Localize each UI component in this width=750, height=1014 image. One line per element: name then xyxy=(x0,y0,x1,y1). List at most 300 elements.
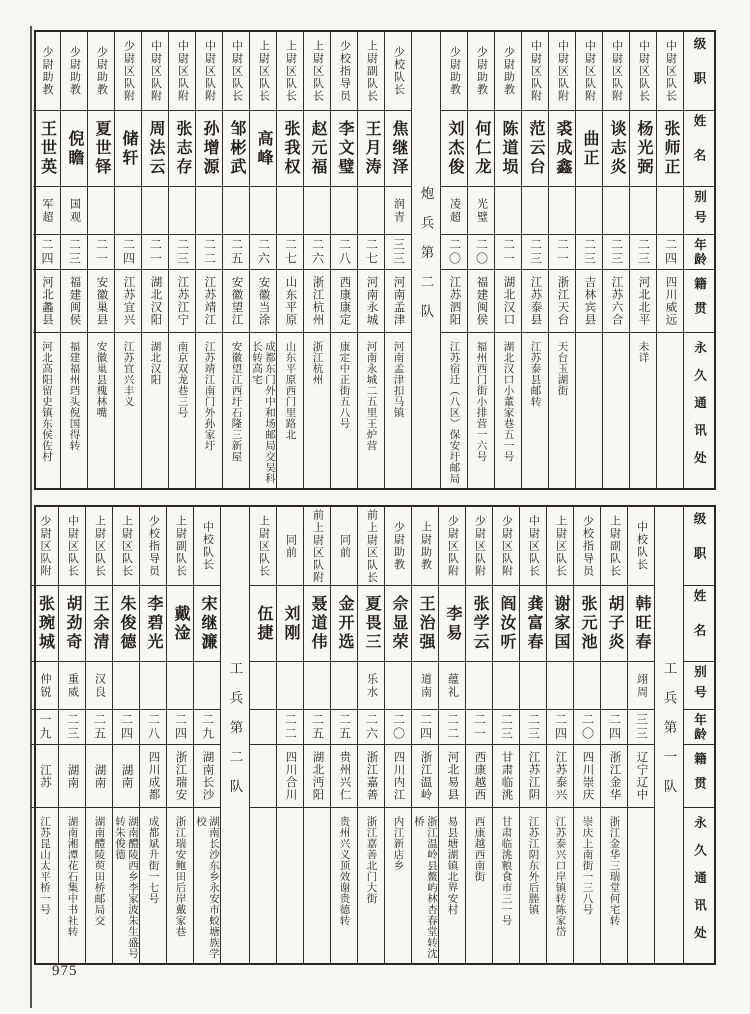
native-cell xyxy=(601,744,627,807)
native-text: 四川内江 xyxy=(392,751,405,801)
age-cell xyxy=(439,709,465,744)
rank-text: 少校指导员 xyxy=(581,514,594,578)
address-text: 崇庆上南街一三八号 xyxy=(581,816,593,915)
header-address-cell xyxy=(684,332,714,488)
rank-text: 少尉助教 xyxy=(41,46,53,96)
header-rank-cell xyxy=(684,32,714,110)
age-cell xyxy=(277,709,303,744)
address-cell xyxy=(628,807,654,963)
age-cell xyxy=(113,709,139,744)
rank-text: 中尉区队长 xyxy=(664,39,677,103)
age-text: 二五 xyxy=(337,713,352,741)
native-cell xyxy=(196,269,222,332)
rank-text: 中校队长 xyxy=(201,521,214,571)
header-alias-cell xyxy=(684,186,714,234)
age-cell xyxy=(412,709,438,744)
address-text: 南京双龙巷三号 xyxy=(176,341,188,418)
rank-cell xyxy=(358,32,384,110)
address-text: 甘肃临洮粮食市三一号 xyxy=(500,816,512,926)
native-cell xyxy=(547,744,573,807)
address-cell xyxy=(520,807,546,963)
age-cell xyxy=(358,709,384,744)
age-text: 二九 xyxy=(200,713,215,741)
rank-cell xyxy=(223,32,249,110)
rank-text: 上尉区队长 xyxy=(554,514,567,578)
rank-text: 中尉区队附 xyxy=(176,39,189,103)
alias-cell xyxy=(547,661,573,709)
person-column xyxy=(411,507,438,963)
age-cell xyxy=(331,709,357,744)
age-cell xyxy=(33,234,60,269)
address-text: 河南永城二五里王炉营 xyxy=(365,341,377,451)
name-text: 朱俊德 xyxy=(118,595,135,652)
age-cell xyxy=(466,709,492,744)
address-cell xyxy=(657,332,683,488)
address-text: 江苏宿迁（八区）保安圩邮局 xyxy=(448,341,460,484)
address-cell xyxy=(331,807,357,963)
native-cell xyxy=(113,744,139,807)
native-text: 江苏六合 xyxy=(610,276,623,326)
person-column xyxy=(58,507,85,963)
rank-text: 少尉助教 xyxy=(475,46,488,96)
age-cell xyxy=(520,709,546,744)
address-cell xyxy=(169,332,195,488)
native-text: 河北北平 xyxy=(637,276,650,326)
person-column xyxy=(519,507,546,963)
age-text: 二一 xyxy=(472,713,487,741)
address-text: 安徽巢县槐林嘴 xyxy=(95,341,107,418)
native-text: 福建闽侯 xyxy=(475,276,488,326)
native-cell xyxy=(194,744,220,807)
person-column xyxy=(575,32,602,488)
age-text: 二五 xyxy=(92,713,107,741)
native-text: 湖北沔阳 xyxy=(311,751,324,801)
age-text: 二七 xyxy=(283,238,298,266)
name-text: 裘成鑫 xyxy=(554,120,571,177)
name-text: 范云台 xyxy=(527,120,544,177)
person-column xyxy=(33,32,60,488)
native-cell xyxy=(88,269,114,332)
alias-cell xyxy=(520,661,546,709)
alias-cell xyxy=(31,661,58,709)
rank-text: 前上尉区队长 xyxy=(365,508,378,584)
native-text: 浙江天台 xyxy=(556,276,569,326)
age-text: 二一 xyxy=(501,238,516,266)
name-cell xyxy=(358,110,384,186)
rank-text: 中尉区队长 xyxy=(637,39,650,103)
header-address-text: 永久通讯处 xyxy=(692,816,707,954)
name-cell xyxy=(385,585,411,661)
native-text: 浙江嘉善 xyxy=(365,751,378,801)
native-text: 湖南长沙 xyxy=(201,751,214,801)
person-column xyxy=(384,32,411,488)
address-cell xyxy=(493,807,519,963)
rank-cell xyxy=(385,32,411,110)
alias-cell xyxy=(628,661,654,709)
address-cell xyxy=(31,807,58,963)
native-cell xyxy=(628,744,654,807)
name-cell xyxy=(549,110,575,186)
native-text: 湖南 xyxy=(93,763,106,789)
address-text: 浙江金华三瑞堂何宅转 xyxy=(608,816,620,926)
header-age-text: 年龄 xyxy=(692,712,707,742)
alias-cell xyxy=(412,661,438,709)
address-text: 江苏靖江南门外孙家圩 xyxy=(203,341,215,451)
alias-text: 汉良 xyxy=(93,672,106,699)
native-cell xyxy=(142,269,168,332)
name-text: 张元池 xyxy=(579,595,596,652)
name-text: 李易 xyxy=(444,604,461,643)
native-text: 河南孟津 xyxy=(392,276,405,326)
person-column xyxy=(141,32,168,488)
header-age-cell xyxy=(684,709,714,744)
header-age-text: 年龄 xyxy=(692,237,707,267)
name-text: 孙增源 xyxy=(201,120,218,177)
rank-text: 少尉区队附 xyxy=(500,514,513,578)
native-cell xyxy=(385,744,411,807)
rank-cell xyxy=(194,507,220,585)
address-cell xyxy=(277,332,303,488)
rank-cell xyxy=(520,507,546,585)
rank-text: 中尉区队长 xyxy=(230,39,243,103)
name-cell xyxy=(439,585,465,661)
native-cell xyxy=(167,744,193,807)
age-text: 二三 xyxy=(67,238,82,266)
rank-text: 上尉区队长 xyxy=(284,39,297,103)
header-rank-text: 级职 xyxy=(692,511,706,581)
native-text: 湖北汉阳 xyxy=(149,276,162,326)
name-text: 赵元福 xyxy=(309,120,326,177)
rank-cell xyxy=(31,507,58,585)
header-name-cell xyxy=(684,110,714,186)
name-text: 陈道埙 xyxy=(500,120,517,177)
alias-cell xyxy=(466,661,492,709)
alias-cell xyxy=(331,661,357,709)
rank-text: 上尉区队长 xyxy=(120,514,133,578)
person-column xyxy=(330,507,357,963)
alias-cell xyxy=(167,661,193,709)
rank-text: 上尉副队长 xyxy=(174,514,187,578)
age-cell xyxy=(223,234,249,269)
address-cell xyxy=(576,332,602,488)
rank-cell xyxy=(169,32,195,110)
native-cell xyxy=(86,744,112,807)
rank-cell xyxy=(113,507,139,585)
address-cell xyxy=(385,332,411,488)
rank-cell xyxy=(61,32,87,110)
age-text: 二六 xyxy=(364,713,379,741)
native-text: 湖北汉口 xyxy=(502,276,515,326)
rank-text: 中尉区队附 xyxy=(149,39,162,103)
name-text: 焦继泽 xyxy=(390,120,407,177)
squad-divider xyxy=(411,32,440,488)
age-cell xyxy=(167,709,193,744)
address-text: 湖南醴陵西乡李家波朱生盛号转朱俊德 xyxy=(114,816,138,959)
native-cell xyxy=(33,269,60,332)
native-cell xyxy=(522,269,548,332)
age-text: 二三 xyxy=(582,238,597,266)
address-cell xyxy=(603,332,629,488)
native-cell xyxy=(331,269,357,332)
rank-text: 上尉区队长 xyxy=(93,514,106,578)
rank-text: 少校指导员 xyxy=(338,39,351,103)
name-text: 聂道伟 xyxy=(309,595,326,652)
address-cell xyxy=(331,332,357,488)
rank-cell xyxy=(277,32,303,110)
rank-cell xyxy=(628,507,654,585)
address-text: 浙江瑞安鲍田后岸戴家巷 xyxy=(174,816,186,937)
alias-cell xyxy=(277,186,303,234)
person-column xyxy=(330,32,357,488)
rank-cell xyxy=(59,507,85,585)
rank-cell xyxy=(439,507,465,585)
address-cell xyxy=(358,807,384,963)
person-column xyxy=(276,32,303,488)
age-text: 二二 xyxy=(445,713,460,741)
address-cell xyxy=(468,332,494,488)
rank-cell xyxy=(547,507,573,585)
person-column xyxy=(60,32,87,488)
name-cell xyxy=(250,585,276,661)
name-text: 王世英 xyxy=(38,120,56,177)
person-column xyxy=(494,32,521,488)
age-text: 二三 xyxy=(528,238,543,266)
age-cell xyxy=(603,234,629,269)
native-text: 辽宁辽中 xyxy=(635,751,648,801)
age-cell xyxy=(493,709,519,744)
alias-cell xyxy=(140,661,166,709)
person-column xyxy=(249,32,276,488)
name-text: 阎汝听 xyxy=(498,595,515,652)
alias-text: 光璧 xyxy=(475,197,488,224)
name-cell xyxy=(88,110,114,186)
native-cell xyxy=(412,744,438,807)
alias-text: 润青 xyxy=(392,197,405,224)
native-cell xyxy=(250,269,276,332)
rank-text: 上尉区队长 xyxy=(311,39,324,103)
alias-cell xyxy=(61,186,87,234)
native-text: 江苏 xyxy=(39,763,51,789)
person-column xyxy=(440,32,467,488)
alias-cell xyxy=(223,186,249,234)
person-column xyxy=(548,32,575,488)
person-column xyxy=(357,507,384,963)
name-text: 张琬城 xyxy=(36,595,54,652)
age-cell xyxy=(31,709,58,744)
rank-cell xyxy=(522,32,548,110)
alias-cell xyxy=(142,186,168,234)
rank-text: 同前 xyxy=(284,533,297,559)
age-cell xyxy=(277,234,303,269)
age-text: 二〇 xyxy=(391,713,406,741)
native-text: 福建闽侯 xyxy=(68,276,81,326)
age-cell xyxy=(574,709,600,744)
alias-text: 军超 xyxy=(41,197,53,224)
age-cell xyxy=(385,234,411,269)
name-cell xyxy=(520,585,546,661)
native-cell xyxy=(59,744,85,807)
name-cell xyxy=(522,110,548,186)
name-cell xyxy=(277,110,303,186)
name-cell xyxy=(277,585,303,661)
address-cell xyxy=(304,332,330,488)
person-column xyxy=(276,507,303,963)
rank-cell xyxy=(603,32,629,110)
native-text: 安徽巢县 xyxy=(95,276,108,326)
native-cell xyxy=(358,744,384,807)
person-column xyxy=(193,507,220,963)
name-text: 谈志炎 xyxy=(608,120,625,177)
age-cell xyxy=(549,234,575,269)
rank-cell xyxy=(358,507,384,585)
native-text: 四川崇庆 xyxy=(581,751,594,801)
age-text: 二一 xyxy=(94,238,109,266)
native-text: 河南永城 xyxy=(365,276,378,326)
person-column xyxy=(303,507,330,963)
address-cell xyxy=(522,332,548,488)
rank-text: 少尉区队附 xyxy=(39,514,51,578)
rank-cell xyxy=(304,32,330,110)
address-text: 湖南湘潭花石集中书社转 xyxy=(66,816,78,937)
address-text: 河南孟津扣马镇 xyxy=(392,341,404,418)
native-text: 浙江温岭 xyxy=(419,751,432,801)
rank-cell xyxy=(140,507,166,585)
address-text: 湖南长沙东乡永安市蛟塘族学校 xyxy=(195,816,219,959)
age-cell xyxy=(169,234,195,269)
alias-cell xyxy=(250,661,276,709)
name-cell xyxy=(304,110,330,186)
native-text: 江苏泰兴 xyxy=(554,751,567,801)
rank-cell xyxy=(657,32,683,110)
age-cell xyxy=(88,234,114,269)
rank-text: 前上尉区队附 xyxy=(311,508,324,584)
roster-table-engineer xyxy=(34,505,716,965)
age-cell xyxy=(522,234,548,269)
address-cell xyxy=(59,807,85,963)
address-text: 福州西门街小排营一六号 xyxy=(475,341,487,462)
native-cell xyxy=(574,744,600,807)
native-cell xyxy=(358,269,384,332)
person-column xyxy=(384,507,411,963)
address-cell xyxy=(466,807,492,963)
header-rank-text: 级职 xyxy=(692,36,706,106)
rank-cell xyxy=(250,32,276,110)
native-text: 甘肃临洮 xyxy=(500,751,513,801)
alias-text: 凌超 xyxy=(448,197,461,224)
address-cell xyxy=(140,807,166,963)
alias-cell xyxy=(601,661,627,709)
name-text: 何仁龙 xyxy=(473,120,490,177)
person-column xyxy=(139,507,166,963)
address-text: 湖南醴陵萸田桥邮局交 xyxy=(93,816,105,926)
age-text: 二三 xyxy=(65,713,80,741)
native-cell xyxy=(520,744,546,807)
native-text: 江苏宜兴 xyxy=(122,276,135,326)
alias-text: 仲锐 xyxy=(39,672,51,699)
age-cell xyxy=(628,709,654,744)
name-cell xyxy=(547,585,573,661)
address-text: 江苏昆山太平桥一号 xyxy=(39,816,50,915)
alias-cell xyxy=(493,661,519,709)
age-text: 一九 xyxy=(38,713,52,741)
name-text: 韩旺春 xyxy=(633,595,650,652)
native-text: 湖南 xyxy=(66,763,79,789)
name-cell xyxy=(628,585,654,661)
alias-text: 乐水 xyxy=(365,672,378,699)
rank-text: 中尉区队长 xyxy=(66,514,79,578)
address-text: 贵州兴义顶效谢贵德转 xyxy=(338,816,350,926)
native-cell xyxy=(385,269,411,332)
alias-cell xyxy=(196,186,222,234)
address-cell xyxy=(574,807,600,963)
address-cell xyxy=(142,332,168,488)
native-text: 西康康定 xyxy=(338,276,351,326)
address-text: 浙江温岭县鳌屿林杏春堂转沈桥 xyxy=(413,816,437,959)
native-text: 安徽望江 xyxy=(230,276,243,326)
age-cell xyxy=(304,234,330,269)
person-column xyxy=(521,32,548,488)
address-text: 福建福州珰头倪国得转 xyxy=(68,341,80,451)
address-cell xyxy=(495,332,521,488)
address-cell xyxy=(115,332,141,488)
header-native-text: 籍贯 xyxy=(692,276,707,326)
person-column xyxy=(222,32,249,488)
native-text: 山东平原 xyxy=(284,276,297,326)
rank-text: 中尉区队附 xyxy=(556,39,569,103)
name-cell xyxy=(31,585,58,661)
rank-cell xyxy=(304,507,330,585)
rank-text: 少尉区队附 xyxy=(122,39,135,103)
name-cell xyxy=(630,110,656,186)
name-cell xyxy=(603,110,629,186)
name-text: 张师正 xyxy=(662,120,679,177)
native-text: 四川成都 xyxy=(147,751,160,801)
person-column xyxy=(195,32,222,488)
age-cell xyxy=(304,709,330,744)
rank-text: 少校队长 xyxy=(392,46,405,96)
person-column xyxy=(85,507,112,963)
alias-cell xyxy=(522,186,548,234)
squad-divider xyxy=(220,507,249,963)
person-column xyxy=(573,507,600,963)
native-text: 江苏靖江 xyxy=(203,276,216,326)
header-age-cell xyxy=(684,234,714,269)
squad-label: 工兵第一队 xyxy=(661,661,677,809)
name-text: 佘显荣 xyxy=(390,595,407,652)
address-cell xyxy=(194,807,220,963)
person-column xyxy=(629,32,656,488)
native-cell xyxy=(466,744,492,807)
alias-cell xyxy=(549,186,575,234)
address-text: 浙江杭州 xyxy=(311,341,323,385)
person-column xyxy=(600,507,627,963)
age-cell xyxy=(441,234,467,269)
name-text: 张学云 xyxy=(471,595,488,652)
header-address-cell xyxy=(684,807,714,963)
name-cell xyxy=(223,110,249,186)
rank-text: 同前 xyxy=(338,533,351,559)
name-cell xyxy=(441,110,467,186)
rank-cell xyxy=(495,32,521,110)
rank-text: 少尉助教 xyxy=(95,46,108,96)
person-column xyxy=(249,507,276,963)
name-text: 刘刚 xyxy=(282,604,299,643)
rank-text: 中尉区队长 xyxy=(527,514,540,578)
name-text: 王治强 xyxy=(417,595,434,652)
alias-text: 道南 xyxy=(419,672,432,699)
age-text: 二三 xyxy=(609,238,624,266)
name-cell xyxy=(304,585,330,661)
